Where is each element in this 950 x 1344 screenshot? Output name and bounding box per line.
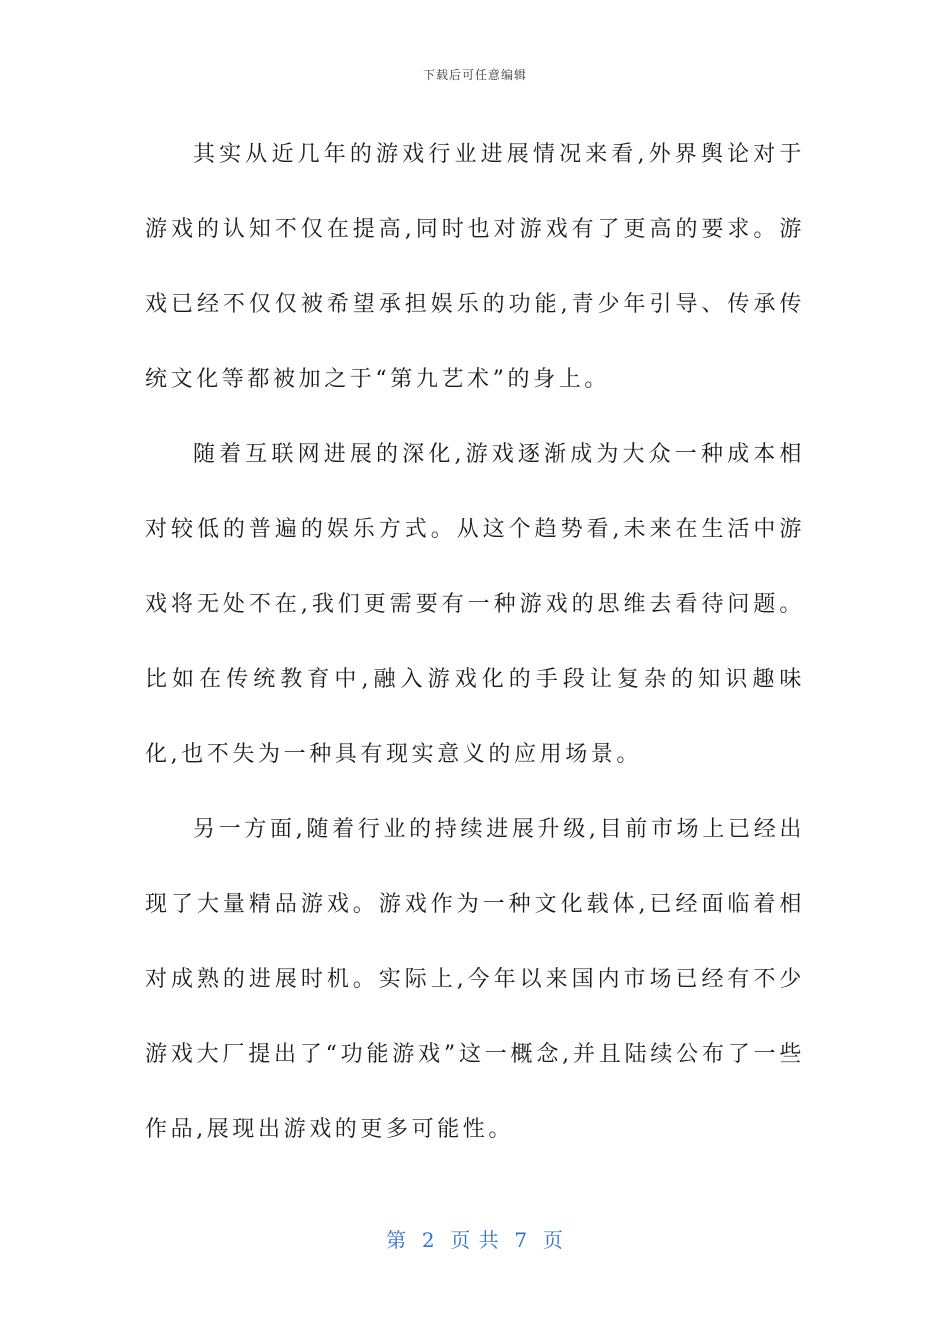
paragraph-3: 另一方面,随着行业的持续进展升级,目前市场上已经出现了大量精品游戏。游戏作为一种文化载体,已经面临着相对成熟的进展时机。实际上,今年以来国内市场已经有不少游戏大厂提出了“功能游戏”这一概念,并且陆续公布了一些作品,展现出游戏的更多可能性。	[145, 817, 805, 1142]
page-number-footer: 第 2 页 共 7 页	[386, 1228, 564, 1252]
header-note: 下载后可任意编辑	[422, 68, 527, 82]
paragraph-2: 随着互联网进展的深化,游戏逐渐成为大众一种成本相对较低的普遍的娱乐方式。从这个趋势看,未来在生活中游戏将无处不在,我们更需要有一种游戏的思维去看待问题。比如在传统教育中,融入游戏化的手段让复杂的知识趣味化,也不失为一种具有现实意义的应用场景。	[145, 442, 805, 767]
document-body	[145, 117, 805, 1167]
paragraph-1: 其实从近几年的游戏行业进展情况来看,外界舆论对于游戏的认知不仅在提高,同时也对游戏有了更高的要求。游戏已经不仅仅被希望承担娱乐的功能,青少年引导、传承传统文化等都被加之于“第九艺术”的身上。	[145, 142, 805, 392]
